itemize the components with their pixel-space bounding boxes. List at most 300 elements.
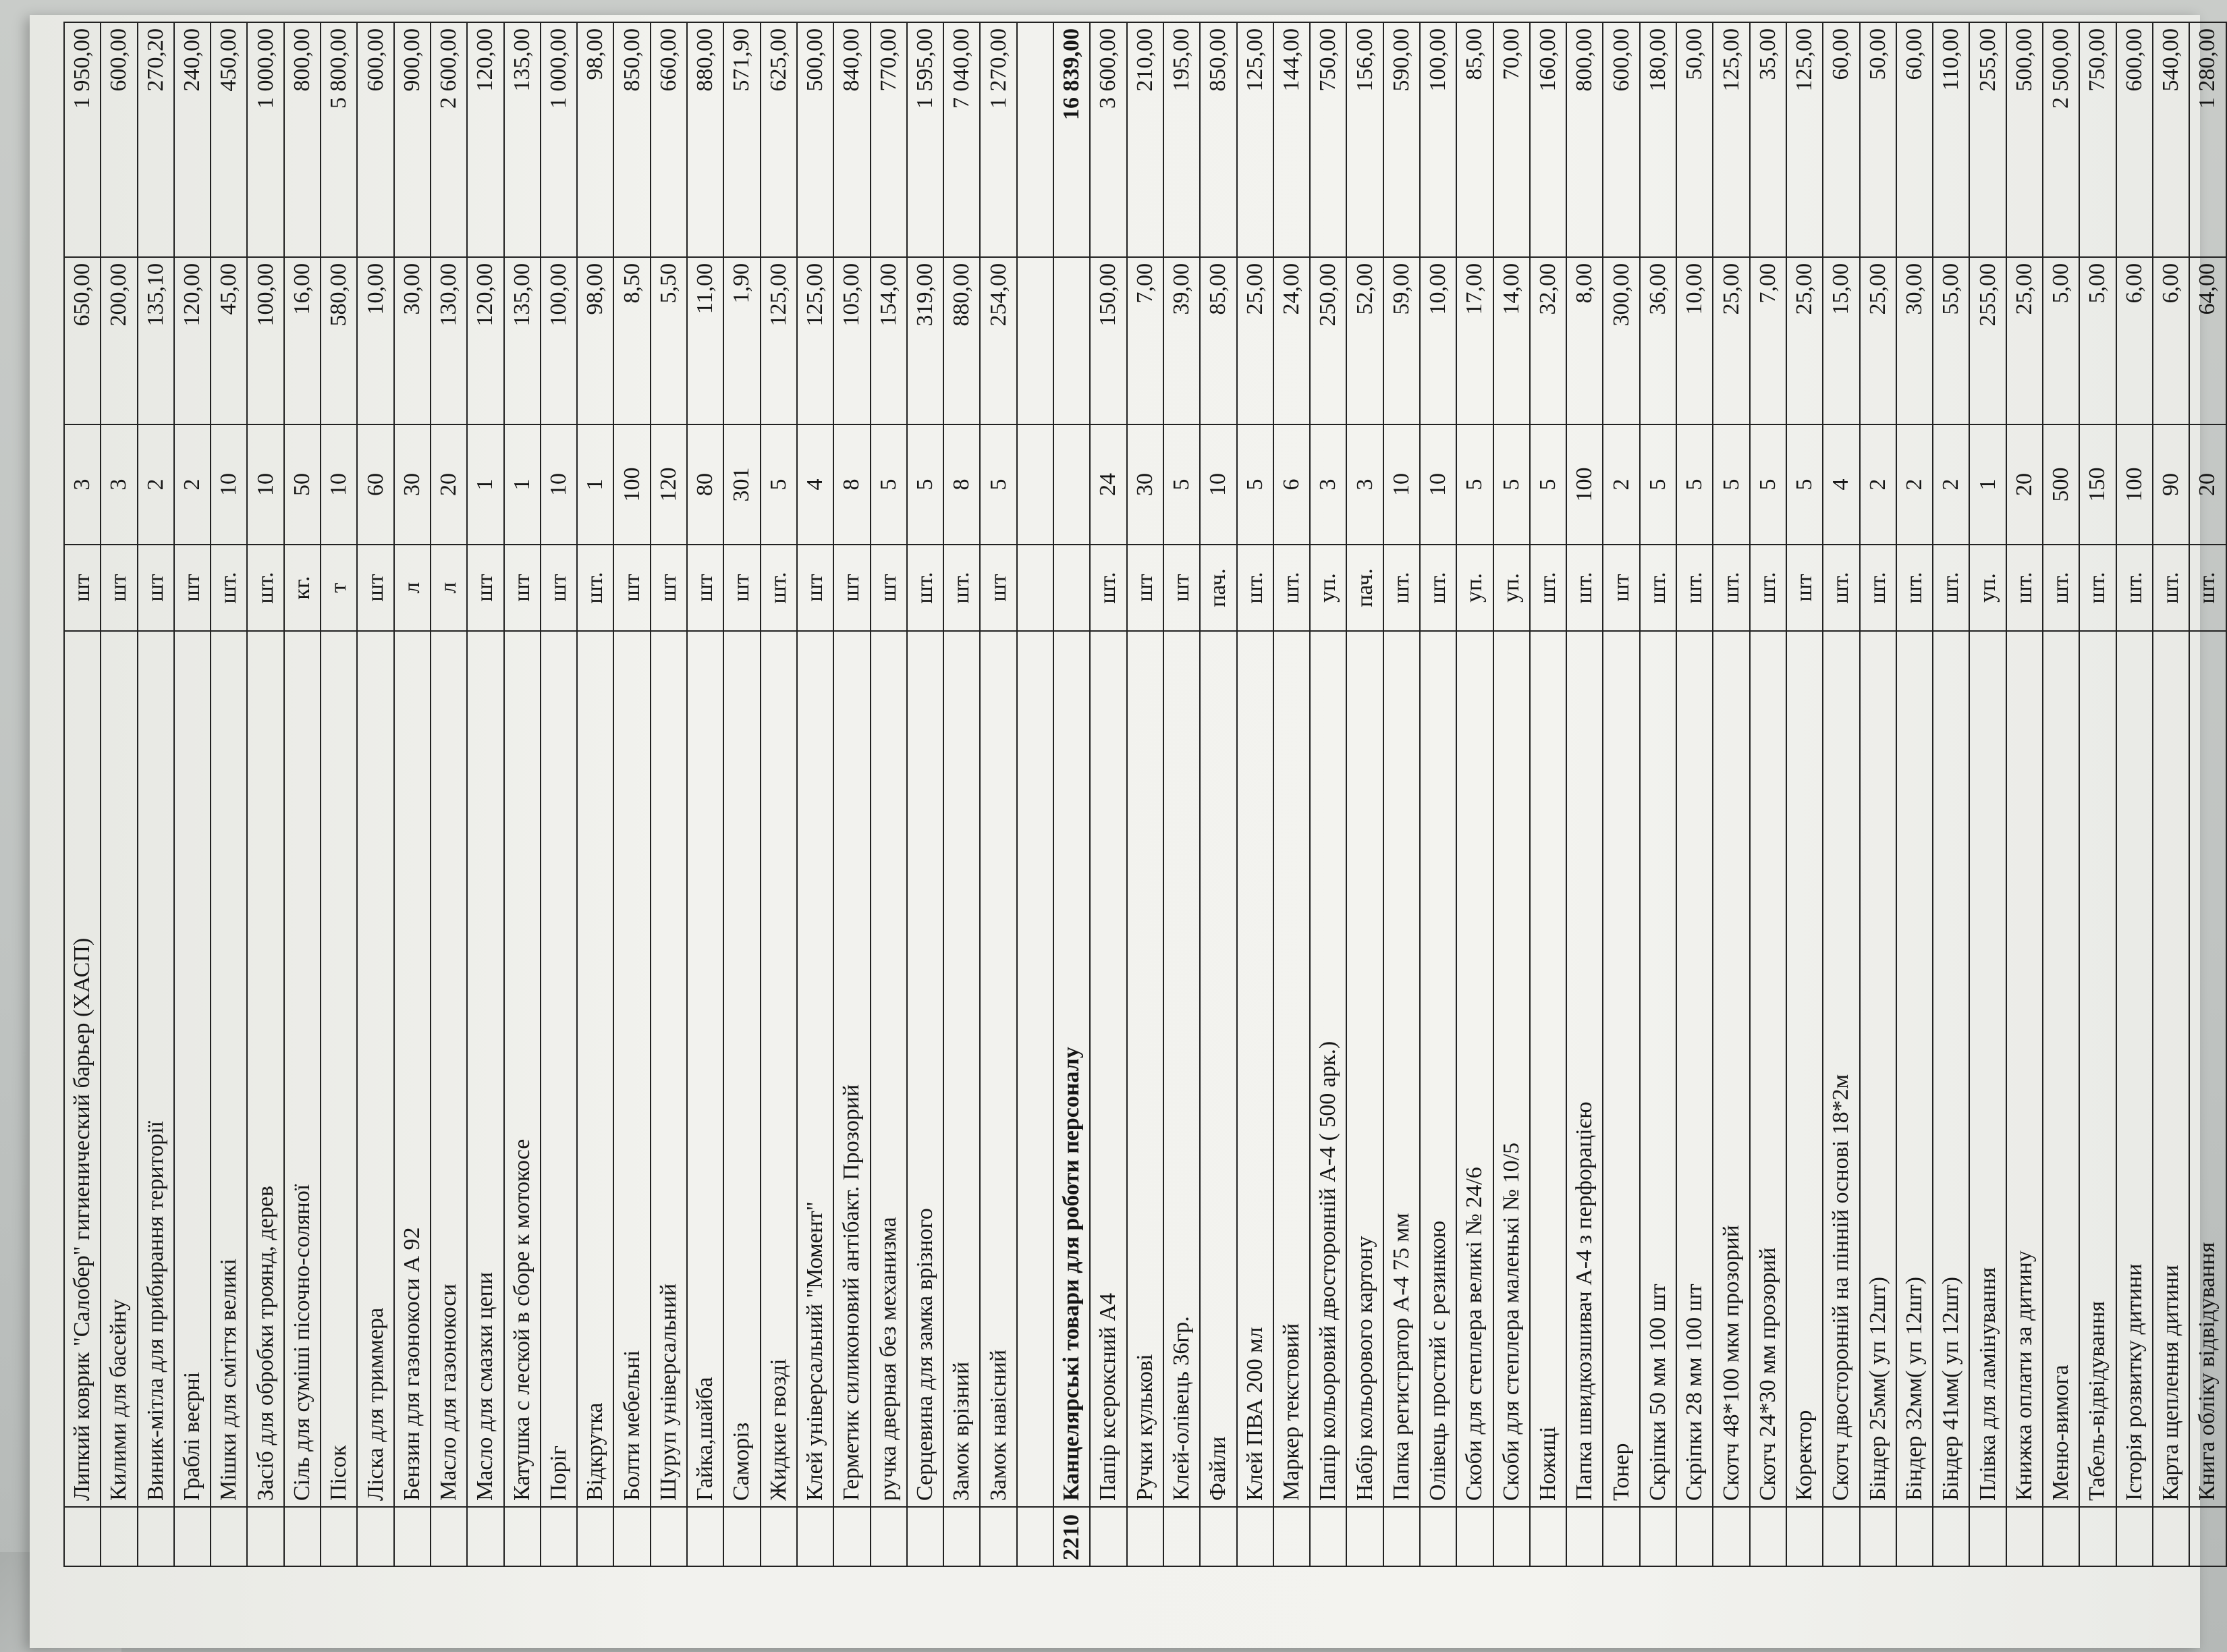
cell-name: ручка дверная без механизма <box>871 631 907 1507</box>
table-row <box>321 22 357 1566</box>
cell-code <box>1163 1507 1200 1566</box>
table-row <box>1566 22 1603 1566</box>
cell-name: Виник-мітла для прибирання території <box>138 631 174 1507</box>
cell-quantity: 5 <box>871 424 907 545</box>
table-row <box>138 22 174 1566</box>
cell-code <box>761 1507 797 1566</box>
cell-code <box>1017 1507 1053 1566</box>
cell-name: Масло для газонокоси <box>431 631 467 1507</box>
cell-quantity: 60 <box>357 424 393 545</box>
cell-total: 571,90 <box>723 22 760 257</box>
cell-name: Катушка с леской в сборе к мотокосе <box>504 631 541 1507</box>
cell-name: Замок врізний <box>943 631 980 1507</box>
cell-price: 6,00 <box>2116 257 2153 424</box>
cell-unit: шт <box>101 545 137 631</box>
cell-total: 750,00 <box>2079 22 2116 257</box>
cell-unit: шт <box>723 545 760 631</box>
cell-total: 625,00 <box>761 22 797 257</box>
cell-quantity: 8 <box>833 424 870 545</box>
cell-unit: шт. <box>1860 545 1896 631</box>
cell-code <box>2153 1507 2189 1566</box>
cell-unit: шт. <box>1676 545 1713 631</box>
cell-price: 135,10 <box>138 257 174 424</box>
cell-name: Бензин для газонокоси А 92 <box>394 631 431 1507</box>
cell-name: Серцевина для замка врізного <box>907 631 943 1507</box>
cell-total: 125,00 <box>1713 22 1749 257</box>
cell-name: Герметик силиконовий антібакт. Прозорий <box>833 631 870 1507</box>
cell-price: 130,00 <box>431 257 467 424</box>
cell-code <box>1640 1507 1676 1566</box>
cell-quantity: 2 <box>1860 424 1896 545</box>
cell-total: 800,00 <box>1566 22 1603 257</box>
table-row <box>723 22 760 1566</box>
cell-name: Жидкие гвозді <box>761 631 797 1507</box>
cell-quantity: 4 <box>797 424 833 545</box>
cell-quantity: 30 <box>1127 424 1163 545</box>
cell-code <box>1860 1507 1896 1566</box>
cell-quantity: 30 <box>394 424 431 545</box>
cell-name: Маркер текстовий <box>1273 631 1310 1507</box>
cell-price: 14,00 <box>1493 257 1530 424</box>
cell-total: 125,00 <box>1786 22 1823 257</box>
cell-code <box>2116 1507 2153 1566</box>
cell-unit: шт <box>651 545 687 631</box>
cell-unit: уп. <box>1456 545 1493 631</box>
cell-quantity: 1 <box>577 424 613 545</box>
cell-code <box>980 1507 1016 1566</box>
cell-name: Скоби для степлера великі № 24/6 <box>1456 631 1493 1507</box>
cell-quantity: 50 <box>284 424 321 545</box>
cell-total: 850,00 <box>1200 22 1236 257</box>
table-row <box>833 22 870 1566</box>
cell-price: 39,00 <box>1163 257 1200 424</box>
cell-code <box>2189 1507 2226 1566</box>
cell-total: 880,00 <box>687 22 723 257</box>
cell-price: 16,00 <box>284 257 321 424</box>
cell-total: 50,00 <box>1860 22 1896 257</box>
cell-total: 70,00 <box>1493 22 1530 257</box>
cell-quantity: 20 <box>431 424 467 545</box>
cell-unit: шт <box>467 545 503 631</box>
cell-quantity: 8 <box>943 424 980 545</box>
cell-total: 100,00 <box>1420 22 1456 257</box>
cell-quantity: 5 <box>1750 424 1786 545</box>
cell-unit: кг. <box>284 545 321 631</box>
cell-quantity <box>1017 424 1053 545</box>
cell-price: 650,00 <box>64 257 101 424</box>
cell-unit: т <box>321 545 357 631</box>
table-row <box>980 22 1016 1566</box>
cell-price: 5,50 <box>651 257 687 424</box>
cell-quantity: 2 <box>174 424 211 545</box>
cell-price: 254,00 <box>980 257 1016 424</box>
cell-total: 500,00 <box>797 22 833 257</box>
cell-code <box>1237 1507 1273 1566</box>
cell-name: Клей ПВА 200 мл <box>1237 631 1273 1507</box>
cell-code <box>284 1507 321 1566</box>
table-row <box>64 22 101 1566</box>
cell-code <box>943 1507 980 1566</box>
cell-price: 30,00 <box>1896 257 1933 424</box>
cell-code <box>431 1507 467 1566</box>
cell-unit: шт <box>797 545 833 631</box>
cell-quantity: 20 <box>2006 424 2043 545</box>
cell-unit: пач. <box>1346 545 1383 631</box>
cell-quantity: 120 <box>651 424 687 545</box>
cell-price: 85,00 <box>1200 257 1236 424</box>
table-row <box>2043 22 2079 1566</box>
cell-total: 1 595,00 <box>907 22 943 257</box>
cell-code <box>2079 1507 2116 1566</box>
cell-price: 10,00 <box>1676 257 1713 424</box>
cell-total: 240,00 <box>174 22 211 257</box>
cell-quantity: 3 <box>101 424 137 545</box>
cell-unit: шт <box>504 545 541 631</box>
cell-total: 1 000,00 <box>247 22 283 257</box>
cell-price: 580,00 <box>321 257 357 424</box>
cell-price: 255,00 <box>1969 257 2006 424</box>
cell-code <box>1969 1507 2006 1566</box>
cell-name: Скріпки 28 мм 100 шт <box>1676 631 1713 1507</box>
cell-name: Гайка,шайба <box>687 631 723 1507</box>
cell-name: Килими для басейну <box>101 631 137 1507</box>
cell-quantity: 5 <box>1640 424 1676 545</box>
cell-name: Карта щеплення дитини <box>2153 631 2189 1507</box>
cell-unit: шт <box>357 545 393 631</box>
cell-code <box>1676 1507 1713 1566</box>
cell-total: 600,00 <box>1603 22 1639 257</box>
cell-price: 55,00 <box>1933 257 1969 424</box>
cell-quantity: 6 <box>1273 424 1310 545</box>
cell-price: 100,00 <box>541 257 577 424</box>
table-row <box>943 22 980 1566</box>
rotated-table-wrapper <box>63 28 2220 1567</box>
cell-total: 750,00 <box>1310 22 1346 257</box>
cell-code <box>2006 1507 2043 1566</box>
cell-unit: шт <box>687 545 723 631</box>
cell-unit: шт. <box>1823 545 1859 631</box>
cell-price: 25,00 <box>1237 257 1273 424</box>
table-row <box>211 22 247 1566</box>
cell-unit <box>1053 545 1090 631</box>
cell-quantity: 10 <box>1200 424 1236 545</box>
cell-name: Скоби для степлера маленькі № 10/5 <box>1493 631 1530 1507</box>
cell-unit: шт <box>138 545 174 631</box>
cell-unit: уп. <box>1969 545 2006 631</box>
cell-price: 25,00 <box>2006 257 2043 424</box>
cell-price: 125,00 <box>761 257 797 424</box>
cell-code <box>1750 1507 1786 1566</box>
cell-price: 7,00 <box>1750 257 1786 424</box>
cell-unit: шт <box>64 545 101 631</box>
cell-price: 7,00 <box>1127 257 1163 424</box>
cell-code <box>651 1507 687 1566</box>
table-row <box>1860 22 1896 1566</box>
cell-quantity: 90 <box>2153 424 2189 545</box>
cell-unit: шт. <box>761 545 797 631</box>
cell-unit: шт <box>1163 545 1200 631</box>
cell-code <box>2043 1507 2079 1566</box>
cell-code <box>211 1507 247 1566</box>
cell-total: 2 600,00 <box>431 22 467 257</box>
cell-price: 6,00 <box>2153 257 2189 424</box>
cell-code <box>907 1507 943 1566</box>
section-row <box>1053 22 1090 1566</box>
cell-name: Книга обліку відвідування <box>2189 631 2226 1507</box>
cell-quantity: 5 <box>1163 424 1200 545</box>
cell-price: 105,00 <box>833 257 870 424</box>
cell-total <box>1017 22 1053 257</box>
cell-name: Плівка для ламінування <box>1969 631 2006 1507</box>
cell-code <box>138 1507 174 1566</box>
cell-quantity: 24 <box>1090 424 1126 545</box>
cell-quantity: 5 <box>1676 424 1713 545</box>
cell-code <box>357 1507 393 1566</box>
table-row <box>1237 22 1273 1566</box>
cell-name: Ручки кулькові <box>1127 631 1163 1507</box>
cell-unit: шт. <box>1933 545 1969 631</box>
cell-total: 60,00 <box>1823 22 1859 257</box>
table-row <box>2189 22 2226 1566</box>
cell-quantity: 150 <box>2079 424 2116 545</box>
cell-code <box>1090 1507 1126 1566</box>
cell-quantity: 5 <box>980 424 1016 545</box>
cell-price: 120,00 <box>467 257 503 424</box>
cell-name: Ліска для триммера <box>357 631 393 1507</box>
cell-name: Табель-відвідування <box>2079 631 2116 1507</box>
table-row <box>394 22 431 1566</box>
cell-code <box>504 1507 541 1566</box>
cell-quantity: 2 <box>138 424 174 545</box>
cell-code <box>1603 1507 1639 1566</box>
cell-total: 16 839,00 <box>1053 22 1090 257</box>
cell-name: Олівець простий с резинкою <box>1420 631 1456 1507</box>
cell-total: 1 950,00 <box>64 22 101 257</box>
cell-unit: шт <box>1786 545 1823 631</box>
cell-unit: шт. <box>907 545 943 631</box>
cell-name: Коректор <box>1786 631 1823 1507</box>
cell-unit: шт. <box>211 545 247 631</box>
table-row <box>2079 22 2116 1566</box>
cell-price: 100,00 <box>247 257 283 424</box>
table-row <box>247 22 283 1566</box>
table-row <box>2006 22 2043 1566</box>
cell-price <box>1053 257 1090 424</box>
table-row <box>541 22 577 1566</box>
cell-total: 120,00 <box>467 22 503 257</box>
cell-price: 32,00 <box>1530 257 1566 424</box>
cell-total: 210,00 <box>1127 22 1163 257</box>
cell-unit: шт <box>613 545 650 631</box>
cell-price: 125,00 <box>797 257 833 424</box>
cell-total: 1 000,00 <box>541 22 577 257</box>
cell-total: 850,00 <box>613 22 650 257</box>
cell-total: 50,00 <box>1676 22 1713 257</box>
table-row <box>1786 22 1823 1566</box>
table-row <box>613 22 650 1566</box>
cell-unit: шт. <box>577 545 613 631</box>
cell-code <box>1530 1507 1566 1566</box>
cell-unit: шт. <box>1640 545 1676 631</box>
cell-code <box>797 1507 833 1566</box>
table-row <box>1493 22 1530 1566</box>
cell-total: 35,00 <box>1750 22 1786 257</box>
cell-name: Замок навісний <box>980 631 1016 1507</box>
cell-unit: шт <box>871 545 907 631</box>
cell-unit: шт <box>541 545 577 631</box>
cell-price: 8,00 <box>1566 257 1603 424</box>
cell-name: Скріпки 50 мм 100 шт <box>1640 631 1676 1507</box>
cell-name: Поріг <box>541 631 577 1507</box>
cell-name: Клей універсальний "Момент" <box>797 631 833 1507</box>
table-row <box>1090 22 1126 1566</box>
cell-price: 880,00 <box>943 257 980 424</box>
cell-unit: шт. <box>247 545 283 631</box>
cell-unit: шт. <box>943 545 980 631</box>
cell-unit: шт. <box>2153 545 2189 631</box>
table-row <box>1896 22 1933 1566</box>
cell-code <box>1310 1507 1346 1566</box>
cell-quantity: 3 <box>1346 424 1383 545</box>
cell-quantity: 2 <box>1603 424 1639 545</box>
cell-name: Історія розвитку дитини <box>2116 631 2153 1507</box>
cell-name: Папка швидкозшивач А-4 з перфорацією <box>1566 631 1603 1507</box>
table-row <box>101 22 137 1566</box>
cell-price: 150,00 <box>1090 257 1126 424</box>
cell-code: 2210 <box>1053 1507 1090 1566</box>
cell-unit: уп. <box>1493 545 1530 631</box>
cell-name: Біндер 41мм( уп 12шт) <box>1933 631 1969 1507</box>
table-row <box>1420 22 1456 1566</box>
cell-code <box>394 1507 431 1566</box>
cell-unit: л <box>431 545 467 631</box>
cell-unit: шт. <box>2043 545 2079 631</box>
cell-name <box>1017 631 1053 1507</box>
table-row <box>2153 22 2189 1566</box>
cell-total: 110,00 <box>1933 22 1969 257</box>
cell-quantity: 2 <box>1896 424 1933 545</box>
cell-price <box>1017 257 1053 424</box>
cell-name: Набір кольорового картону <box>1346 631 1383 1507</box>
table-row <box>357 22 393 1566</box>
cell-code <box>1456 1507 1493 1566</box>
cell-price: 10,00 <box>357 257 393 424</box>
cell-quantity: 3 <box>64 424 101 545</box>
budget-table <box>63 22 2227 1567</box>
cell-quantity: 5 <box>1713 424 1749 545</box>
cell-price: 17,00 <box>1456 257 1493 424</box>
cell-unit: шт. <box>1420 545 1456 631</box>
table-row <box>1530 22 1566 1566</box>
table-row <box>1310 22 1346 1566</box>
cell-total: 1 280,00 <box>2189 22 2226 257</box>
cell-unit: л <box>394 545 431 631</box>
cell-unit: шт. <box>1566 545 1603 631</box>
cell-name: Шуруп універсальний <box>651 631 687 1507</box>
cell-quantity: 10 <box>247 424 283 545</box>
cell-code <box>1823 1507 1859 1566</box>
cell-price: 319,00 <box>907 257 943 424</box>
cell-quantity: 20 <box>2189 424 2226 545</box>
cell-quantity: 10 <box>1383 424 1420 545</box>
table-row <box>577 22 613 1566</box>
cell-total: 900,00 <box>394 22 431 257</box>
cell-name: Відкрутка <box>577 631 613 1507</box>
cell-unit: шт. <box>1383 545 1420 631</box>
cell-name: Тонер <box>1603 631 1639 1507</box>
cell-total: 270,20 <box>138 22 174 257</box>
cell-total: 135,00 <box>504 22 541 257</box>
cell-code <box>577 1507 613 1566</box>
table-row <box>1273 22 1310 1566</box>
cell-price: 250,00 <box>1310 257 1346 424</box>
cell-total: 590,00 <box>1383 22 1420 257</box>
cell-name: Граблі веєрні <box>174 631 211 1507</box>
cell-total: 156,00 <box>1346 22 1383 257</box>
cell-name: Сіль для суміші пісочно-соляної <box>284 631 321 1507</box>
cell-quantity: 10 <box>541 424 577 545</box>
cell-quantity: 5 <box>1493 424 1530 545</box>
cell-name: Біндер 25мм( уп 12шт) <box>1860 631 1896 1507</box>
cell-total: 1 270,00 <box>980 22 1016 257</box>
cell-code <box>64 1507 101 1566</box>
cell-quantity: 10 <box>321 424 357 545</box>
cell-unit: шт <box>1603 545 1639 631</box>
cell-price: 200,00 <box>101 257 137 424</box>
cell-code <box>174 1507 211 1566</box>
cell-code <box>723 1507 760 1566</box>
cell-code <box>1383 1507 1420 1566</box>
cell-price: 8,50 <box>613 257 650 424</box>
cell-quantity: 5 <box>1456 424 1493 545</box>
table-body <box>64 22 2226 1566</box>
cell-unit: шт. <box>1237 545 1273 631</box>
cell-unit: шт. <box>2189 545 2226 631</box>
cell-name: Клей-олівець 36гр. <box>1163 631 1200 1507</box>
cell-code <box>1200 1507 1236 1566</box>
cell-total: 7 040,00 <box>943 22 980 257</box>
cell-price: 25,00 <box>1713 257 1749 424</box>
cell-name: Папір ксероксний А4 <box>1090 631 1126 1507</box>
cell-price: 59,00 <box>1383 257 1420 424</box>
cell-name: Файли <box>1200 631 1236 1507</box>
cell-quantity: 1 <box>504 424 541 545</box>
cell-total: 600,00 <box>101 22 137 257</box>
cell-quantity: 5 <box>907 424 943 545</box>
cell-unit: шт. <box>2006 545 2043 631</box>
cell-price: 5,00 <box>2043 257 2079 424</box>
cell-quantity: 100 <box>1566 424 1603 545</box>
cell-total: 770,00 <box>871 22 907 257</box>
cell-code <box>541 1507 577 1566</box>
cell-quantity: 1 <box>1969 424 2006 545</box>
table-row <box>174 22 211 1566</box>
cell-total: 2 500,00 <box>2043 22 2079 257</box>
cell-code <box>1566 1507 1603 1566</box>
cell-quantity: 5 <box>761 424 797 545</box>
cell-quantity: 3 <box>1310 424 1346 545</box>
cell-total: 450,00 <box>211 22 247 257</box>
cell-quantity: 80 <box>687 424 723 545</box>
paper-sheet <box>30 15 2220 1648</box>
cell-unit: шт. <box>2079 545 2116 631</box>
cell-unit: шт <box>1127 545 1163 631</box>
cell-name: Скотч двосторонній на пінній основі 18*2м <box>1823 631 1859 1507</box>
cell-name: Масло для смазки цепи <box>467 631 503 1507</box>
table-row <box>1823 22 1859 1566</box>
cell-unit: шт <box>174 545 211 631</box>
cell-unit: шт. <box>1896 545 1933 631</box>
